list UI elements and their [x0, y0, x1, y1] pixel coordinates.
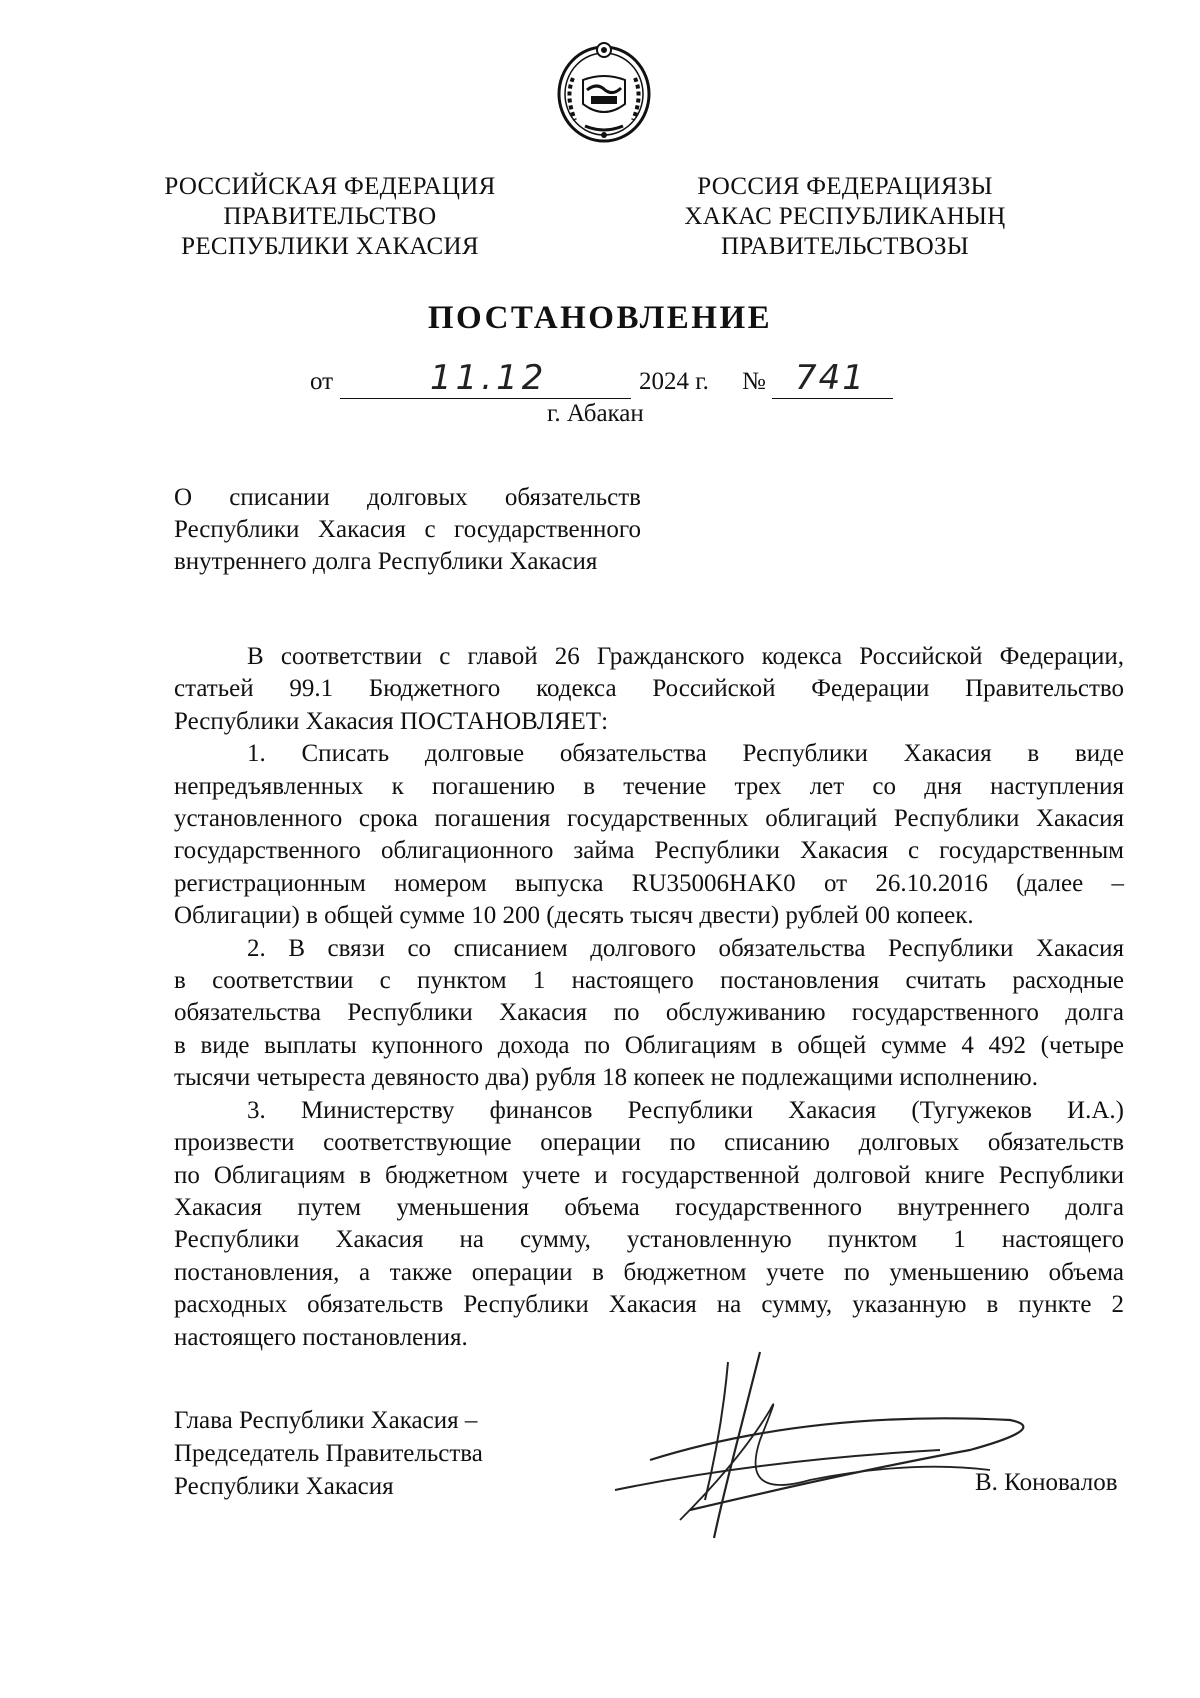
body-line: непредъявленных к погашению в течение трех лет со дня наступления	[174, 772, 1124, 800]
date-year: 2024 г.	[639, 368, 709, 395]
body-line: Хакасия путем уменьшения объема государственного внутреннего долга	[174, 1193, 1124, 1221]
subject-line: внутреннего долга Республики Хакасия	[174, 548, 598, 575]
body-line: настоящего постановления.	[174, 1323, 468, 1351]
header-right-line2: ХАКАС РЕСПУБЛИКАНЫҢ	[684, 203, 1006, 230]
number-underline	[772, 398, 893, 399]
city: г. Абакан	[547, 400, 644, 427]
subject-line: О списании долговых обязательств	[174, 484, 641, 511]
header-left-line3: РЕСПУБЛИКИ ХАКАСИЯ	[181, 233, 479, 260]
body-line: Облигации) в общей сумме 10 200 (десять тысяч двести) рублей 00 копеек.	[174, 902, 974, 930]
date-underline	[340, 398, 631, 399]
signatory-title	[174, 1404, 483, 1503]
number-label: №	[742, 368, 766, 395]
body-line: тысячи четыреста девяносто два) рубля 18 копеек не подлежащими исполнению.	[174, 1064, 1038, 1092]
signatory-line3: Республики Хакасия	[174, 1473, 394, 1500]
body-line: обязательства Республики Хакасия по обслуживанию государственного долга	[174, 999, 1124, 1027]
header-right	[660, 172, 1030, 262]
body-line: в виде выплаты купонного дохода по Облигациям в общей сумме 4 492 (четыре	[174, 1031, 1124, 1059]
body-line: В соответствии с главой 26 Гражданского кодекса Российской Федерации,	[247, 643, 1124, 670]
body-line: государственного облигационного займа Республики Хакасия с государственным	[174, 837, 1124, 865]
header-left-line2: ПРАВИТЕЛЬСТВО	[223, 203, 437, 230]
body-line: 2. В связи со списанием долгового обязательства Республики Хакасия	[247, 934, 1124, 962]
body-line: Республики Хакасия на сумму, установленную пунктом 1 настоящего	[174, 1226, 1124, 1254]
subject-block	[174, 482, 641, 578]
subject-line: Республики Хакасия с государственного	[174, 516, 641, 543]
header-right-line3: ПРАВИТЕЛЬСТВОЗЫ	[721, 233, 969, 260]
handwritten-number: 741	[795, 358, 866, 398]
body-line: 3. Министерству финансов Республики Хакасия (Тугужеков И.А.)	[247, 1096, 1124, 1124]
body-line: в соответствии с пунктом 1 настоящего постановления считать расходные	[174, 967, 1124, 995]
handwritten-signature	[610, 1350, 1030, 1540]
body-line: постановления, а также операции в бюджетном учете по уменьшению объема	[174, 1258, 1124, 1286]
body-line: статьей 99.1 Бюджетного кодекса Российской Федерации Правительство	[174, 675, 1124, 703]
header-left	[150, 172, 510, 262]
coat-of-arms-emblem	[551, 38, 657, 146]
body-text	[174, 641, 1124, 1354]
body-line: произвести соответствующие операции по списанию долговых обязательств	[174, 1129, 1124, 1157]
body-line: Республики Хакасия ПОСТАНОВЛЯЕТ:	[174, 707, 609, 735]
signatory-line2: Председатель Правительства	[174, 1440, 483, 1467]
date-prefix: от	[310, 368, 334, 395]
body-line: расходных обязательств Республики Хакасия на сумму, указанную в пункте 2	[174, 1291, 1124, 1319]
header-right-line1: РОССИЯ ФЕДЕРАЦИЯЗЫ	[697, 173, 993, 200]
date-number-line	[0, 358, 1200, 402]
handwritten-date: 11.12	[430, 358, 548, 398]
body-line: установленного срока погашения государственных облигаций Республики Хакасия	[174, 805, 1124, 833]
body-line: по Облигациям в бюджетном учете и государственной долговой книге Республики	[174, 1161, 1124, 1189]
signatory-line1: Глава Республики Хакасия –	[174, 1407, 478, 1434]
signatory-name: В. Коновалов	[975, 1469, 1118, 1496]
document-type-title: ПОСТАНОВЛЕНИЕ	[427, 300, 773, 336]
body-line: 1. Списать долговые обязательства Республики Хакасия в виде	[247, 740, 1124, 768]
header-left-line1: РОССИЙСКАЯ ФЕДЕРАЦИЯ	[164, 173, 496, 200]
body-line: регистрационным номером выпуска RU35006HAK0 от 26.10.2016 (далее –	[174, 869, 1124, 897]
